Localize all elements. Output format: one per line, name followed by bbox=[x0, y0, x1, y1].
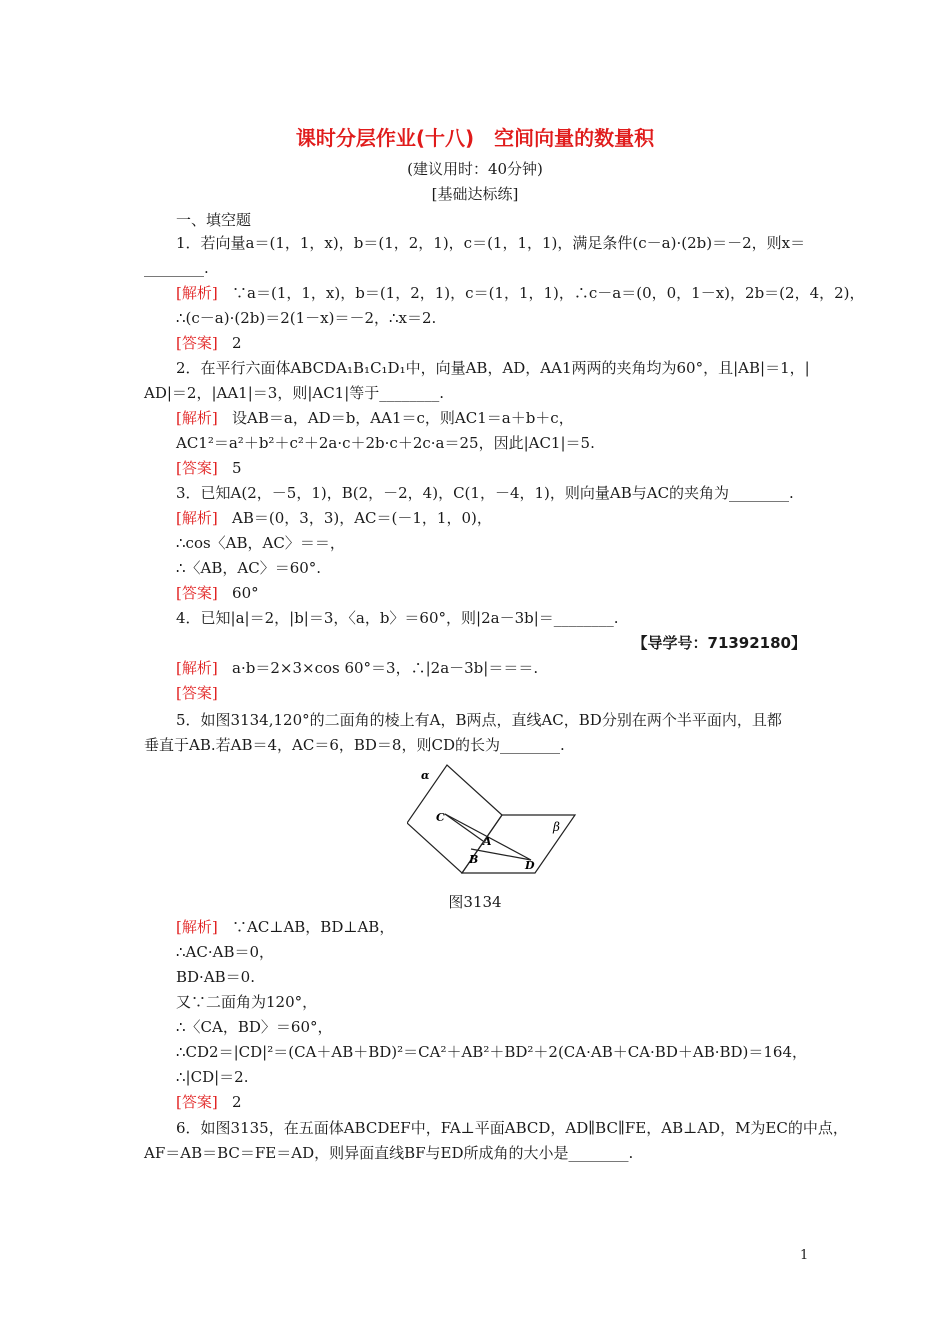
q3-analysis-cont: ∴〈AB，AC〉＝60°. bbox=[176, 559, 322, 577]
figure-caption: 图3134 bbox=[448, 893, 502, 911]
q5-analysis-cont: ∴|CD|＝2. bbox=[176, 1068, 249, 1086]
q5-analysis-cont: 又∵二面角为120°， bbox=[176, 993, 318, 1011]
label-alpha: α bbox=[421, 769, 430, 782]
q5-answer-value: 2 bbox=[232, 1093, 242, 1111]
answer-tag: [答案] bbox=[176, 684, 218, 702]
q5-analysis bbox=[176, 917, 394, 937]
analysis-tag: [解析] bbox=[176, 659, 218, 677]
q3-analysis-cont: ∴cos〈AB，AC〉＝＝， bbox=[176, 534, 345, 552]
q4-stem: 4．已知|a|＝2，|b|＝3，〈a，b〉＝60°，则|2a－3b|＝________. bbox=[176, 609, 619, 627]
time-hint: (建议用时：40分钟) bbox=[407, 160, 543, 178]
q1-stem-cont: ________. bbox=[144, 259, 209, 277]
q6-stem: 6．如图3135，在五面体ABCDEF中，FA⊥平面ABCD，AD∥BC∥FE，AB⊥AD，M为EC的中点， bbox=[176, 1119, 848, 1137]
guide-number: 【导学号：71392180】 bbox=[632, 634, 806, 652]
q1-analysis bbox=[176, 283, 865, 303]
q1-stem: 1．若向量a＝(1，1，x)，b＝(1，2，1)，c＝(1，1，1)，满足条件(c－a)·(2b)＝－2，则x＝ bbox=[176, 234, 806, 252]
q1-analysis-text: ∵a＝(1，1，x)，b＝(1，2，1)，c＝(1，1，1)，∴c－a＝(0，0，1－x)，2b＝(2，4，2)， bbox=[232, 284, 865, 302]
q2-analysis-text: 设AB＝a，AD＝b，AA1＝c，则AC1＝a＋b＋c， bbox=[232, 409, 574, 427]
q2-answer-value: 5 bbox=[232, 459, 242, 477]
label-a: A bbox=[483, 835, 492, 848]
q5-stem: 5．如图3134,120°的二面角的棱上有A，B两点，直线AC，BD分别在两个半平面内，且都 bbox=[176, 711, 782, 729]
analysis-tag: [解析] bbox=[176, 509, 218, 527]
q2-answer bbox=[176, 458, 242, 478]
segment-ac bbox=[445, 814, 483, 841]
segment-bd bbox=[471, 849, 531, 860]
label-c: C bbox=[436, 811, 445, 824]
q3-analysis bbox=[176, 508, 492, 528]
q6-stem-cont: AF＝AB＝BC＝FE＝AD，则异面直线BF与ED所成角的大小是________. bbox=[144, 1144, 634, 1162]
label-b: B bbox=[469, 853, 479, 866]
q3-stem: 3．已知A(2，－5，1)，B(2，－2，4)，C(1，－4，1)，则向量AB与AC的夹角为________. bbox=[176, 484, 794, 502]
dihedral-angle-figure bbox=[407, 763, 577, 879]
analysis-tag: [解析] bbox=[176, 918, 218, 936]
q3-answer bbox=[176, 583, 259, 603]
page-number: 1 bbox=[800, 1248, 809, 1263]
page-title: 课时分层作业(十八) 空间向量的数量积 bbox=[295, 126, 655, 150]
part-heading: 一、填空题 bbox=[176, 211, 252, 229]
q3-analysis-text: AB＝(0，3，3)，AC＝(－1，1，0)， bbox=[232, 509, 492, 527]
label-d: D bbox=[525, 859, 535, 872]
label-beta: β bbox=[553, 820, 560, 834]
section-heading: [基础达标练] bbox=[431, 185, 519, 203]
q1-answer-value: 2 bbox=[232, 334, 242, 352]
figure-svg bbox=[407, 763, 577, 879]
q1-answer bbox=[176, 333, 242, 353]
q5-analysis-text: ∵AC⊥AB，BD⊥AB， bbox=[232, 918, 395, 936]
analysis-tag: [解析] bbox=[176, 409, 218, 427]
analysis-tag: [解析] bbox=[176, 284, 218, 302]
q2-analysis bbox=[176, 408, 574, 428]
answer-tag: [答案] bbox=[176, 584, 218, 602]
q3-answer-value: 60° bbox=[232, 584, 259, 602]
answer-tag: [答案] bbox=[176, 459, 218, 477]
answer-tag: [答案] bbox=[176, 334, 218, 352]
q2-analysis-cont: AC1²＝a²＋b²＋c²＋2a·c＋2b·c＋2c·a＝25，因此|AC1|＝5. bbox=[176, 434, 595, 452]
q5-analysis-cont: ∴CD2＝|CD|²＝(CA＋AB＋BD)²＝CA²＋AB²＋BD²＋2(CA·AB＋CA·BD＋AB·BD)＝164， bbox=[176, 1043, 808, 1061]
q2-stem: 2．在平行六面体ABCDA₁B₁C₁D₁中，向量AB，AD，AA1两两的夹角均为60°，且|AB|＝1，| bbox=[176, 359, 810, 377]
q5-analysis-cont: ∴AC·AB＝0， bbox=[176, 943, 275, 961]
q1-analysis-cont: ∴(c－a)·(2b)＝2(1－x)＝－2，∴x＝2. bbox=[176, 309, 437, 327]
q4-answer bbox=[176, 683, 218, 703]
q5-answer bbox=[176, 1092, 242, 1112]
q4-analysis bbox=[176, 658, 538, 678]
q4-analysis-text: a·b＝2×3×cos 60°＝3，∴|2a－3b|＝＝＝. bbox=[232, 659, 539, 677]
q2-stem-cont: AD|＝2，|AA1|＝3，则|AC1|等于________. bbox=[144, 384, 445, 402]
q5-analysis-cont: BD·AB＝0. bbox=[176, 968, 255, 986]
q5-stem-cont: 垂直于AB.若AB＝4，AC＝6，BD＝8，则CD的长为________. bbox=[144, 736, 565, 754]
q5-analysis-cont: ∴〈CA，BD〉＝60°， bbox=[176, 1018, 333, 1036]
answer-tag: [答案] bbox=[176, 1093, 218, 1111]
